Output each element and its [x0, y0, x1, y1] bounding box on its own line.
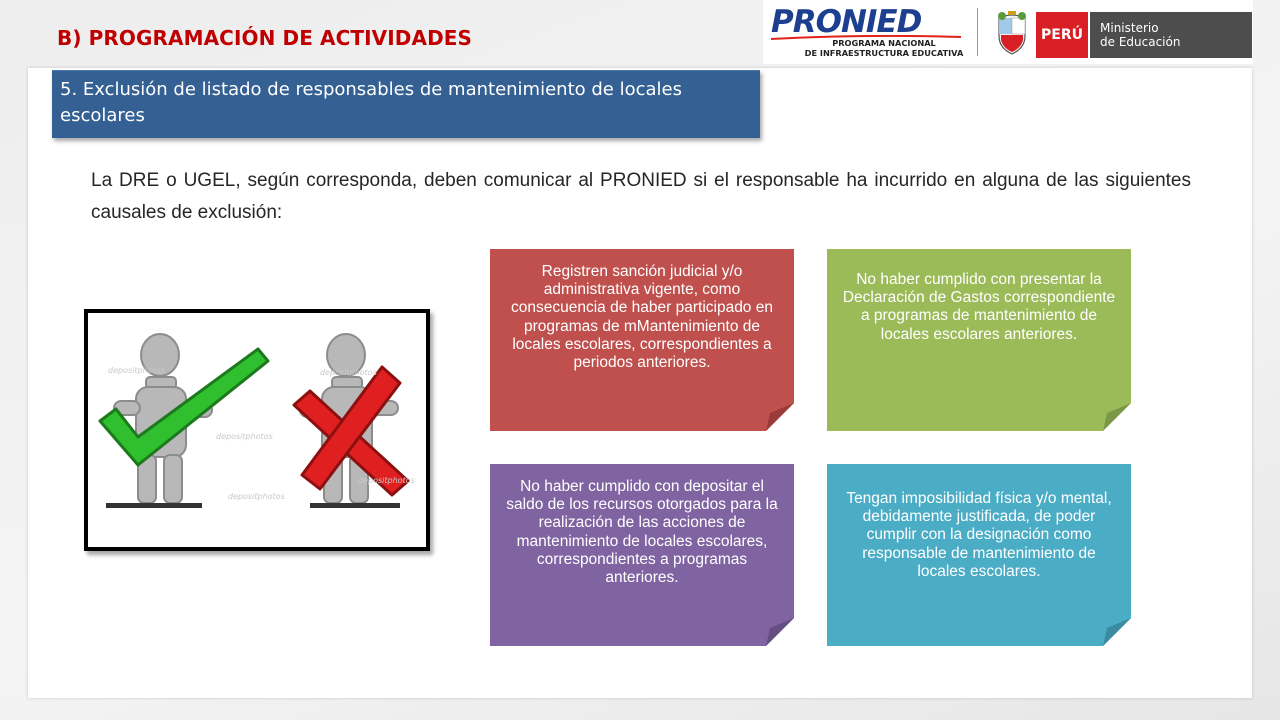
ministry-line2: de Educación	[1100, 35, 1181, 49]
ministry-line1: Ministerio	[1100, 21, 1159, 35]
peru-badge: PERÚ	[1036, 12, 1088, 58]
ministry-badge	[1090, 12, 1252, 58]
card-text: Tengan imposibilidad física y/o mental, debidamente justificada, de poder cumplir con la designación como responsable de mantenimiento de locales escolares.	[846, 490, 1112, 580]
check-cross-illustration	[84, 309, 430, 551]
exclusion-card-unreturned-funds	[490, 464, 794, 646]
watermark-text: depositphotos	[108, 366, 165, 375]
page-fold-icon	[766, 618, 794, 646]
page-title: B) PROGRAMACIÓN DE ACTIVIDADES	[57, 26, 473, 50]
card-text: Registren sanción judicial y/o administrativa vigente, como consecuencia de haber participado en programas de mMantenimiento de locales escolares, correspondientes a periodos anteriores.	[511, 263, 773, 372]
pronied-subtitle-line1: PROGRAMA NACIONAL	[832, 38, 936, 48]
logo-bar	[763, 0, 1253, 64]
intro-paragraph: La DRE o UGEL, según corresponda, deben comunicar al PRONIED si el responsable ha incurrido en alguna de las siguientes causales de exclusión:	[91, 170, 1191, 223]
pronied-subtitle	[785, 38, 983, 58]
exclusion-card-incapacity	[827, 464, 1131, 646]
page-fold-icon	[766, 403, 794, 431]
watermark-text: depositphotos	[228, 492, 285, 501]
page-fold-icon	[1103, 618, 1131, 646]
card-text: No haber cumplido con presentar la Declaración de Gastos correspondiente a programas de mantenimiento de locales escolares anteriores.	[842, 271, 1116, 343]
watermark-text: depositphotos	[320, 368, 377, 377]
exclusion-card-sanction	[490, 249, 794, 431]
check-and-cross-figures-icon	[88, 313, 426, 547]
pronied-subtitle-line2: DE INFRAESTRUCTURA EDUCATIVA	[804, 48, 964, 58]
card-text: No haber cumplido con depositar el saldo de los recursos otorgados para la realización de las acciones de mantenimiento de locales escolares, correspondientes a programas anteriores.	[506, 478, 778, 587]
watermark-text: depositphotos	[358, 476, 415, 485]
section-subheader: 5. Exclusión de listado de responsables de mantenimiento de locales escolares	[52, 70, 760, 138]
watermark-text: depositphotos	[216, 432, 273, 441]
exclusion-card-expense-declaration	[827, 249, 1131, 431]
logo-divider	[977, 8, 978, 56]
page-fold-icon	[1103, 403, 1131, 431]
shield-icon	[993, 10, 1031, 56]
pronied-logo: PRONIED	[771, 4, 922, 40]
